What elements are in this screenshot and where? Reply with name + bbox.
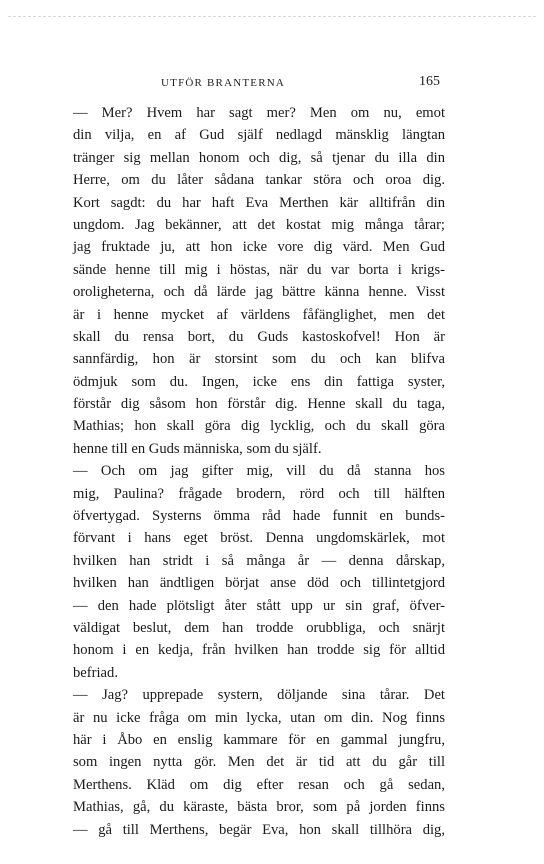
text-line: förvant i hans eget bröst. Denna ungdomskärlek, mot: [73, 530, 445, 547]
text-line: Merthens. Kläd om dig efter resan och gå sedan,: [73, 776, 445, 793]
text-line: honom i en kedja, från hvilken han trodde sig för alltid: [73, 642, 445, 659]
text-line: jag fruktade ju, att hon icke vore dig värd. Men Gud: [73, 239, 445, 256]
text-line: — Mer? Hvem har sagt mer? Men om nu, emot: [73, 105, 445, 121]
text-line: sände henne till mig i höstas, när du var borta i krigs-: [73, 261, 445, 278]
text-line: sannfärdig, hon är storsint som du och kan blifva: [73, 351, 445, 368]
text-line: Herre, om du låter sådana tankar störa och oroa dig.: [73, 172, 445, 189]
text-line: hvilken han ändtligen börjat anse död och tillintetgjord: [73, 575, 445, 592]
page-top-edge: [8, 16, 536, 17]
text-line: ungdom. Jag bekänner, att det kostat mig många tårar;: [73, 216, 445, 233]
text-line: är nu icke fråga om min lycka, utan om din. Nog finns: [73, 709, 445, 726]
text-line: som ingen nytta gör. Men det är tid att du går till: [73, 754, 445, 771]
text-line: din vilja, en af Gud själf nedlagd mänsklig längtan: [73, 127, 445, 144]
text-line: skall du rensa bort, du Guds kastoskofvel! Hon är: [73, 328, 445, 345]
text-line: — Och om jag gifter mig, vill du då stanna hos: [73, 463, 445, 480]
text-line: henne till en Guds människa, som du själf.: [73, 440, 322, 457]
text-line: är i henne mycket af världens fåfänglighet, men det: [73, 306, 445, 323]
running-title: UTFÖR BRANTERNA: [161, 77, 286, 89]
text-line: — gå till Merthens, begär Eva, hon skall tillhöra dig,: [73, 821, 445, 838]
body-text: [73, 102, 445, 841]
text-line: Mathias, gå, du käraste, bästa bror, som på jorden finns: [73, 799, 445, 816]
text-line: här i Åbo en enslig kammare för en gammal jungfru,: [73, 731, 445, 748]
text-line: väldigat beslut, dem han trodde orubbliga, och snärjt: [73, 619, 445, 636]
text-line: — den hade plötsligt åter stått upp ur sin graf, öfver-: [73, 597, 445, 614]
page-number: 165: [419, 74, 440, 89]
text-line: Mathias; hon skall göra dig lycklig, och du skall göra: [73, 418, 445, 435]
text-line: — Jag? upprepade systern, döljande sina tårar. Det: [73, 687, 445, 704]
text-line: ödmjuk som du. Ingen, icke ens din fattiga syster,: [73, 373, 445, 390]
text-line: öfvertygad. Systerns ömma råd hade funnit en bunds-: [73, 508, 445, 525]
text-line: förstår dig såsom hon förstår dig. Henne skall du taga,: [73, 396, 445, 413]
text-line: befriad.: [73, 664, 118, 681]
text-line: hvilken han stridt i så många år — denna dårskap,: [73, 552, 445, 569]
text-line: oroligheterna, och då lärde jag bättre känna henne. Visst: [73, 284, 445, 301]
text-line: tränger sig mellan honom och dig, så tjenar du illa din: [73, 149, 445, 166]
text-line: Kort sagdt: du har haft Eva Merthen kär alltifrån din: [73, 194, 445, 211]
text-line: mig, Paulina? frågade brodern, rörd och till hälften: [73, 485, 445, 502]
